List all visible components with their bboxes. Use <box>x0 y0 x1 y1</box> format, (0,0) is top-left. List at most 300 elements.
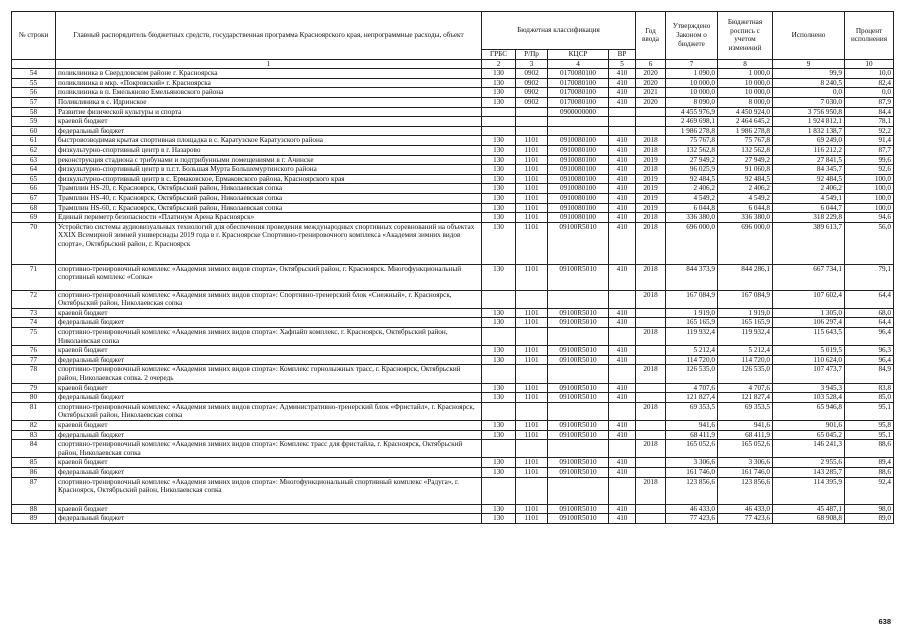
kcsr-code: 09100R5010 <box>548 383 609 393</box>
execution-percent: 94,6 <box>845 213 894 223</box>
rpr-code <box>516 290 548 308</box>
commission-year <box>636 458 666 468</box>
approved-amount: 844 373,9 <box>666 264 718 290</box>
executed-amount: 65 946,8 <box>773 402 845 420</box>
vr-code: 410 <box>609 393 636 403</box>
execution-percent: 88,6 <box>845 440 894 458</box>
budget-list-amount: 161 746,0 <box>718 467 773 477</box>
budget-table-sheet <box>11 11 893 524</box>
row-name: спортивно-тренировочный комплекс «Академия зимних видов спорта»: Спортивно-тренерский блок «Снежный», г. Красноярск, Октябрьский район, Николаевская сопка <box>56 290 482 308</box>
row-number: 85 <box>12 458 56 468</box>
rpr-code: 1101 <box>516 184 548 194</box>
executed-amount: 5 019,5 <box>773 346 845 356</box>
row-number: 57 <box>12 97 56 107</box>
execution-percent: 100,0 <box>845 184 894 194</box>
approved-amount: 1 986 278,8 <box>666 126 718 136</box>
approved-amount: 126 535,0 <box>666 365 718 383</box>
vr-code: 410 <box>609 318 636 328</box>
commission-year: 2018 <box>636 290 666 308</box>
executed-amount: 69 249,0 <box>773 136 845 146</box>
kcsr-code: 09100R5010 <box>548 355 609 365</box>
kcsr-code: 09100R5010 <box>548 458 609 468</box>
rpr-code: 1101 <box>516 145 548 155</box>
table-row <box>12 193 894 203</box>
table-row <box>12 117 894 127</box>
grbs-code <box>482 107 516 117</box>
vr-code: 410 <box>609 467 636 477</box>
vr-code: 410 <box>609 203 636 213</box>
rpr-code: 1101 <box>516 165 548 175</box>
row-number: 73 <box>12 308 56 318</box>
grbs-code: 130 <box>482 430 516 440</box>
budget-list-amount: 68 411,9 <box>718 430 773 440</box>
row-number: 67 <box>12 193 56 203</box>
rpr-code: 1101 <box>516 308 548 318</box>
executed-amount: 116 212,2 <box>773 145 845 155</box>
execution-percent: 78,1 <box>845 117 894 127</box>
row-number: 66 <box>12 184 56 194</box>
kcsr-code <box>548 126 609 136</box>
execution-percent: 85,0 <box>845 393 894 403</box>
commission-year: 2019 <box>636 203 666 213</box>
budget-list-amount: 114 720,0 <box>718 355 773 365</box>
vr-code <box>609 477 636 504</box>
row-number: 78 <box>12 365 56 383</box>
rpr-code: 1101 <box>516 193 548 203</box>
table-row <box>12 136 894 146</box>
budget-list-amount: 4 707,6 <box>718 383 773 393</box>
kcsr-code: 0170080100 <box>548 97 609 107</box>
budget-list-amount: 123 856,6 <box>718 477 773 504</box>
commission-year: 2018 <box>636 477 666 504</box>
grbs-code <box>482 402 516 420</box>
approved-amount: 4 549,2 <box>666 193 718 203</box>
kcsr-code: 09100R5010 <box>548 467 609 477</box>
row-number: 56 <box>12 88 56 98</box>
execution-percent: 100,0 <box>845 203 894 213</box>
executed-amount: 901,6 <box>773 421 845 431</box>
budget-list-amount: 844 286,1 <box>718 264 773 290</box>
column-number: 4 <box>548 59 609 69</box>
execution-percent: 10,0 <box>845 69 894 79</box>
table-row <box>12 430 894 440</box>
header-row-number: № строки <box>12 12 56 60</box>
grbs-code <box>482 117 516 127</box>
approved-amount: 27 949,2 <box>666 155 718 165</box>
grbs-code: 130 <box>482 213 516 223</box>
execution-percent: 91,4 <box>845 136 894 146</box>
row-name: спортивно-тренировочный комплекс «Академия зимних видов спорта»: Комплекс горнолыжных трасс, г. Красноярск, Октябрьский район, Николаевская сопка. 2 очередь <box>56 365 482 383</box>
vr-code: 410 <box>609 136 636 146</box>
kcsr-code: 09100R5010 <box>548 514 609 524</box>
execution-percent: 99,6 <box>845 155 894 165</box>
table-row <box>12 222 894 264</box>
commission-year: 2020 <box>636 97 666 107</box>
commission-year: 2018 <box>636 365 666 383</box>
approved-amount: 92 484,5 <box>666 174 718 184</box>
row-number: 86 <box>12 467 56 477</box>
vr-code: 410 <box>609 504 636 514</box>
column-number: 2 <box>482 59 516 69</box>
rpr-code: 0902 <box>516 97 548 107</box>
executed-amount: 3 756 950,8 <box>773 107 845 117</box>
rpr-code <box>516 477 548 504</box>
commission-year: 2021 <box>636 88 666 98</box>
executed-amount: 1 924 812,1 <box>773 117 845 127</box>
row-number: 64 <box>12 165 56 175</box>
header-percent: Процент исполнения <box>845 12 894 60</box>
approved-amount: 1 919,0 <box>666 308 718 318</box>
commission-year: 2019 <box>636 174 666 184</box>
commission-year <box>636 126 666 136</box>
vr-code: 410 <box>609 458 636 468</box>
commission-year: 2018 <box>636 145 666 155</box>
commission-year: 2018 <box>636 213 666 223</box>
vr-code: 410 <box>609 346 636 356</box>
executed-amount: 2 406,2 <box>773 184 845 194</box>
table-row <box>12 355 894 365</box>
row-name: федеральный бюджет <box>56 467 482 477</box>
budget-list-amount: 165 165,9 <box>718 318 773 328</box>
execution-percent: 96,4 <box>845 328 894 346</box>
vr-code: 410 <box>609 97 636 107</box>
table-row <box>12 318 894 328</box>
approved-amount: 5 212,4 <box>666 346 718 356</box>
approved-amount: 121 827,4 <box>666 393 718 403</box>
vr-code: 410 <box>609 174 636 184</box>
grbs-code <box>482 440 516 458</box>
approved-amount: 1 090,0 <box>666 69 718 79</box>
table-row <box>12 174 894 184</box>
approved-amount: 77 423,6 <box>666 514 718 524</box>
row-name: физкультурно-спортивный центр в г. Назарово <box>56 145 482 155</box>
kcsr-code: 0910080100 <box>548 155 609 165</box>
row-number: 70 <box>12 222 56 264</box>
row-name: спортивно-тренировочный комплекс «Академия зимних видов спорта»: Комплекс трасс для фристайла, г. Красноярск, Октябрьский район, Николаевская сопка <box>56 440 482 458</box>
kcsr-code: 09100R5010 <box>548 430 609 440</box>
kcsr-code: 09100R5010 <box>548 318 609 328</box>
execution-percent: 89,0 <box>845 514 894 524</box>
approved-amount: 161 746,0 <box>666 467 718 477</box>
rpr-code: 1101 <box>516 346 548 356</box>
execution-percent: 95,1 <box>845 430 894 440</box>
budget-execution-table <box>11 11 894 524</box>
row-name: физкультурно-спортивный центр в с. Ермаковское, Ермаковского района, Красноярского края <box>56 174 482 184</box>
budget-list-amount: 2 406,2 <box>718 184 773 194</box>
row-number: 63 <box>12 155 56 165</box>
grbs-code: 130 <box>482 193 516 203</box>
vr-code: 410 <box>609 155 636 165</box>
grbs-code <box>482 126 516 136</box>
approved-amount: 10 000,0 <box>666 78 718 88</box>
rpr-code <box>516 107 548 117</box>
executed-amount: 1 305,0 <box>773 308 845 318</box>
rpr-code: 1101 <box>516 458 548 468</box>
kcsr-code: 0910080100 <box>548 193 609 203</box>
rpr-code: 1101 <box>516 203 548 213</box>
grbs-code: 130 <box>482 88 516 98</box>
approved-amount: 68 411,9 <box>666 430 718 440</box>
kcsr-code <box>548 290 609 308</box>
table-row <box>12 383 894 393</box>
table-row <box>12 126 894 136</box>
grbs-code: 130 <box>482 355 516 365</box>
column-number: 6 <box>636 59 666 69</box>
rpr-code: 1101 <box>516 174 548 184</box>
rpr-code <box>516 440 548 458</box>
approved-amount: 336 380,0 <box>666 213 718 223</box>
budget-list-amount: 1 000,0 <box>718 69 773 79</box>
table-body <box>12 69 894 524</box>
row-name: реконструкция стадиона с трибунами и подтрибунными помещениями в г. Ачинске <box>56 155 482 165</box>
commission-year <box>636 421 666 431</box>
budget-list-amount: 27 949,2 <box>718 155 773 165</box>
grbs-code: 130 <box>482 467 516 477</box>
row-name: федеральный бюджет <box>56 393 482 403</box>
commission-year <box>636 318 666 328</box>
row-name: быстровозводимая крытая спортивная площадка в с. Каратузское Каратузского района <box>56 136 482 146</box>
executed-amount: 106 297,4 <box>773 318 845 328</box>
executed-amount: 99,9 <box>773 69 845 79</box>
row-number: 74 <box>12 318 56 328</box>
commission-year: 2018 <box>636 136 666 146</box>
grbs-code: 130 <box>482 458 516 468</box>
header-year: Год ввода <box>636 12 666 60</box>
table-row <box>12 477 894 504</box>
approved-amount: 2 406,2 <box>666 184 718 194</box>
execution-percent: 100,0 <box>845 174 894 184</box>
executed-amount: 389 613,7 <box>773 222 845 264</box>
vr-code: 410 <box>609 430 636 440</box>
vr-code: 410 <box>609 421 636 431</box>
row-name: краевой бюджет <box>56 504 482 514</box>
executed-amount: 3 945,3 <box>773 383 845 393</box>
kcsr-code: 0170080100 <box>548 88 609 98</box>
vr-code: 410 <box>609 193 636 203</box>
execution-percent: 68,0 <box>845 308 894 318</box>
rpr-code: 1101 <box>516 136 548 146</box>
executed-amount: 143 285,7 <box>773 467 845 477</box>
vr-code: 410 <box>609 88 636 98</box>
budget-list-amount: 132 562,8 <box>718 145 773 155</box>
approved-amount: 4 707,6 <box>666 383 718 393</box>
commission-year: 2019 <box>636 184 666 194</box>
approved-amount: 3 306,6 <box>666 458 718 468</box>
table-row <box>12 145 894 155</box>
table-row <box>12 393 894 403</box>
commission-year <box>636 514 666 524</box>
table-row <box>12 88 894 98</box>
row-name: краевой бюджет <box>56 421 482 431</box>
executed-amount: 110 624,0 <box>773 355 845 365</box>
budget-list-amount: 696 000,0 <box>718 222 773 264</box>
executed-amount: 115 643,5 <box>773 328 845 346</box>
approved-amount: 69 353,5 <box>666 402 718 420</box>
row-name: краевой бюджет <box>56 117 482 127</box>
execution-percent: 56,0 <box>845 222 894 264</box>
row-name: поликлиника в мкр. «Покровский» г. Красноярска <box>56 78 482 88</box>
approved-amount: 696 000,0 <box>666 222 718 264</box>
row-number: 81 <box>12 402 56 420</box>
kcsr-code: 0910080100 <box>548 145 609 155</box>
executed-amount: 0,0 <box>773 88 845 98</box>
vr-code <box>609 328 636 346</box>
header-rpr: Р/Пр <box>516 50 548 60</box>
column-number-row <box>12 59 894 69</box>
execution-percent: 64,4 <box>845 290 894 308</box>
budget-list-amount: 3 306,6 <box>718 458 773 468</box>
kcsr-code: 0910080100 <box>548 136 609 146</box>
vr-code <box>609 290 636 308</box>
row-number: 82 <box>12 421 56 431</box>
row-name: Устройство системы аудиовизуальных технологий для обеспечения проведения международных спортивных соревнований на объектах XXIX Всемирной зимней универсиады 2019 года в г. Красноярске Спортивно-тренировочного комплекса «Академия зимних видов спорта», Октябрьский район, г. Красноярск <box>56 222 482 264</box>
budget-list-amount: 77 423,6 <box>718 514 773 524</box>
row-number: 59 <box>12 117 56 127</box>
vr-code: 410 <box>609 383 636 393</box>
grbs-code: 130 <box>482 184 516 194</box>
header-grbs: ГРБС <box>482 50 516 60</box>
executed-amount: 4 549,1 <box>773 193 845 203</box>
execution-percent: 92,6 <box>845 165 894 175</box>
grbs-code: 130 <box>482 97 516 107</box>
approved-amount: 2 469 698,1 <box>666 117 718 127</box>
commission-year <box>636 504 666 514</box>
row-name: федеральный бюджет <box>56 430 482 440</box>
header-executed: Исполнено <box>773 12 845 60</box>
kcsr-code <box>548 328 609 346</box>
executed-amount: 7 030,0 <box>773 97 845 107</box>
commission-year: 2020 <box>636 69 666 79</box>
budget-list-amount: 119 932,4 <box>718 328 773 346</box>
grbs-code: 130 <box>482 165 516 175</box>
executed-amount: 114 395,9 <box>773 477 845 504</box>
table-row <box>12 203 894 213</box>
executed-amount: 45 487,1 <box>773 504 845 514</box>
header-kcsr: КЦСР <box>548 50 609 60</box>
execution-percent: 89,4 <box>845 458 894 468</box>
rpr-code: 1101 <box>516 155 548 165</box>
row-number: 77 <box>12 355 56 365</box>
kcsr-code: 0170080100 <box>548 69 609 79</box>
approved-amount: 4 455 976,9 <box>666 107 718 117</box>
rpr-code: 1101 <box>516 318 548 328</box>
table-row <box>12 97 894 107</box>
row-number: 68 <box>12 203 56 213</box>
row-name: поликлиника в п. Емельяново Емельяновского района <box>56 88 482 98</box>
table-row <box>12 155 894 165</box>
table-row <box>12 346 894 356</box>
row-name: Трамплин HS-60, г. Красноярск, Октябрьский район, Николаевская сопка <box>56 203 482 213</box>
grbs-code: 130 <box>482 308 516 318</box>
commission-year: 2018 <box>636 328 666 346</box>
row-name: Трамплин HS-20, г. Красноярск, Октябрьский район, Николаевская сопка <box>56 184 482 194</box>
executed-amount: 318 229,8 <box>773 213 845 223</box>
row-number: 62 <box>12 145 56 155</box>
execution-percent: 79,1 <box>845 264 894 290</box>
row-name: федеральный бюджет <box>56 126 482 136</box>
rpr-code <box>516 117 548 127</box>
rpr-code <box>516 402 548 420</box>
row-name: спортивно-тренировочный комплекс «Академия зимних видов спорта»: Хафпайп комплекс, г. Красноярск, Октябрьский район, Николаевская сопка <box>56 328 482 346</box>
kcsr-code: 09100R5010 <box>548 393 609 403</box>
row-name: федеральный бюджет <box>56 318 482 328</box>
row-name: краевой бюджет <box>56 458 482 468</box>
table-row <box>12 514 894 524</box>
budget-list-amount: 941,6 <box>718 421 773 431</box>
executed-amount: 65 045,2 <box>773 430 845 440</box>
budget-list-amount: 5 212,4 <box>718 346 773 356</box>
approved-amount: 96 025,9 <box>666 165 718 175</box>
budget-list-amount: 69 353,5 <box>718 402 773 420</box>
executed-amount: 667 734,1 <box>773 264 845 290</box>
commission-year: 2018 <box>636 165 666 175</box>
rpr-code: 0902 <box>516 69 548 79</box>
row-name: федеральный бюджет <box>56 355 482 365</box>
grbs-code: 130 <box>482 69 516 79</box>
vr-code: 410 <box>609 184 636 194</box>
column-number: 5 <box>609 59 636 69</box>
budget-list-amount: 167 084,9 <box>718 290 773 308</box>
executed-amount: 103 528,4 <box>773 393 845 403</box>
rpr-code: 1101 <box>516 264 548 290</box>
execution-percent: 95,8 <box>845 421 894 431</box>
execution-percent: 0,0 <box>845 88 894 98</box>
kcsr-code <box>548 365 609 383</box>
approved-amount: 114 720,0 <box>666 355 718 365</box>
grbs-code: 130 <box>482 203 516 213</box>
row-number: 60 <box>12 126 56 136</box>
row-name: спортивно-тренировочный комплекс «Академия зимних видов спорта», Октябрьский район, г. Красноярск. Многофункциональный спортивный комплекс «Сопка» <box>56 264 482 290</box>
table-row <box>12 69 894 79</box>
commission-year <box>636 346 666 356</box>
grbs-code: 130 <box>482 136 516 146</box>
execution-percent: 87,9 <box>845 97 894 107</box>
kcsr-code: 0170080100 <box>548 78 609 88</box>
row-name: спортивно-тренировочный комплекс «Академия зимних видов спорта»: Административно-тренерский блок «Фристайл», г. Красноярск, Октябрьский район, Николаевская сопка <box>56 402 482 420</box>
row-number: 65 <box>12 174 56 184</box>
kcsr-code: 09100R5010 <box>548 308 609 318</box>
kcsr-code <box>548 477 609 504</box>
budget-list-amount: 75 767,8 <box>718 136 773 146</box>
grbs-code <box>482 290 516 308</box>
kcsr-code <box>548 440 609 458</box>
commission-year <box>636 107 666 117</box>
header-approved: Утверждено Законом о бюджете <box>666 12 718 60</box>
vr-code <box>609 117 636 127</box>
approved-amount: 167 084,9 <box>666 290 718 308</box>
commission-year: 2019 <box>636 155 666 165</box>
row-name: поликлиника в Свердловском районе г. Красноярска <box>56 69 482 79</box>
grbs-code: 130 <box>482 346 516 356</box>
vr-code <box>609 107 636 117</box>
execution-percent: 84,9 <box>845 365 894 383</box>
row-number: 88 <box>12 504 56 514</box>
approved-amount: 46 433,0 <box>666 504 718 514</box>
row-name: спортивно-тренировочный комплекс «Академия зимних видов спорта»: Многофункциональный спортивный комплекс «Радуга», г. Красноярск, Октябрьский район, Николаевская сопка <box>56 477 482 504</box>
rpr-code: 1101 <box>516 504 548 514</box>
row-number: 54 <box>12 69 56 79</box>
row-number: 84 <box>12 440 56 458</box>
executed-amount: 68 908,8 <box>773 514 845 524</box>
executed-amount: 8 240,5 <box>773 78 845 88</box>
commission-year <box>636 467 666 477</box>
grbs-code <box>482 477 516 504</box>
row-name: Единый периметр безопасности «Платинум Арена Красноярск» <box>56 213 482 223</box>
budget-list-amount: 1 986 278,8 <box>718 126 773 136</box>
commission-year <box>636 117 666 127</box>
budget-list-amount: 2 464 645,2 <box>718 117 773 127</box>
rpr-code: 0902 <box>516 88 548 98</box>
